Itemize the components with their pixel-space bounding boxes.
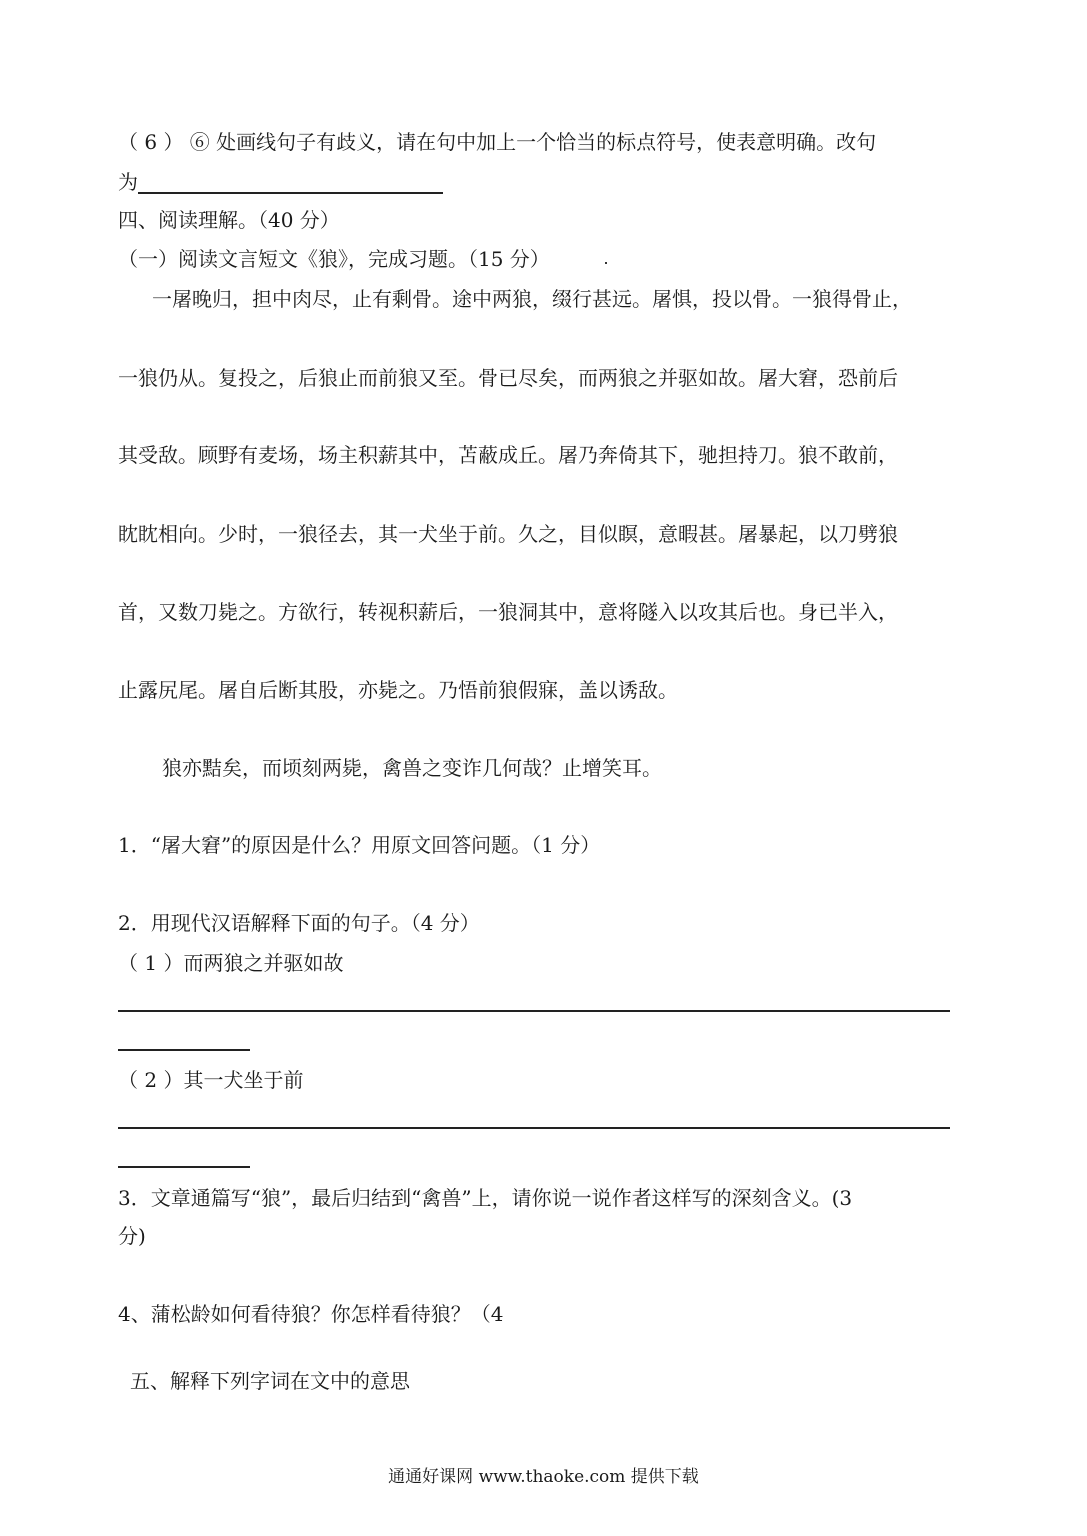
question-6-line2 [118,170,443,194]
question-2-item-1: （ 1 ）而两狼之并驱如故 [118,951,344,975]
passage-line-3: 其受敌。顾野有麦场，场主积薪其中，苫蔽成丘。屠乃奔倚其下，驰担持刀。狼不敢前， [118,443,898,467]
passage-line-5: 首，又数刀毙之。方欲行，转视积薪后，一狼洞其中，意将隧入以攻其后也。身已半入， [118,600,898,624]
passage-line-2: 一狼仍从。复投之，后狼止而前狼又至。骨已尽矣，而两狼之并驱如故。屠大窘，恐前后 [118,366,898,390]
section-5-heading: 五、解释下列字词在文中的意思 [130,1369,410,1393]
question-2: 2．用现代汉语解释下面的句子。（4 分） [118,911,480,935]
section-4-subheading: （一）阅读文言短文《狼》，完成习题。（15 分） [118,247,550,271]
answer-line [118,1010,950,1012]
question-6-line1: （ 6 ） ⑥ 处画线句子有歧义，请在句中加上一个恰当的标点符号，使表意明确。改句 [118,130,877,154]
passage-line-4: 眈眈相向。少时，一狼径去，其一犬坐于前。久之，目似瞑，意暇甚。屠暴起，以刀劈狼 [118,522,898,546]
question-3-line2: 分) [118,1224,146,1248]
footer-credit: 通通好课网 www.thaoke.com 提供下载 [388,1467,699,1487]
answer-line-short [118,1166,250,1168]
answer-line [118,1127,950,1129]
question-3-line1: 3．文章通篇写“狼”，最后归结到“禽兽”上，请你说一说作者这样写的深刻含义。(3 [118,1186,853,1210]
question-2-item-2: （ 2 ）其一犬坐于前 [118,1068,304,1092]
section-4-heading: 四、阅读理解。（40 分） [118,208,340,232]
question-4: 4、蒲松龄如何看待狼？你怎样看待狼？（4 [118,1302,504,1326]
answer-line-short [118,1049,250,1051]
stray-mark [605,262,607,264]
question-6-prefix: 为 [118,170,138,194]
passage-line-6: 止露尻尾。屠自后断其股，亦毙之。乃悟前狼假寐，盖以诱敌。 [118,678,678,702]
answer-blank [138,172,443,194]
question-1: 1．“屠大窘”的原因是什么？用原文回答问题。（1 分） [118,833,601,857]
passage-last-line: 狼亦黠矣，而顷刻两毙，禽兽之变诈几何哉？止增笑耳。 [162,756,662,780]
passage-line-1: 一屠晚归，担中肉尽，止有剩骨。途中两狼，缀行甚远。屠惧，投以骨。一狼得骨止， [152,287,912,311]
